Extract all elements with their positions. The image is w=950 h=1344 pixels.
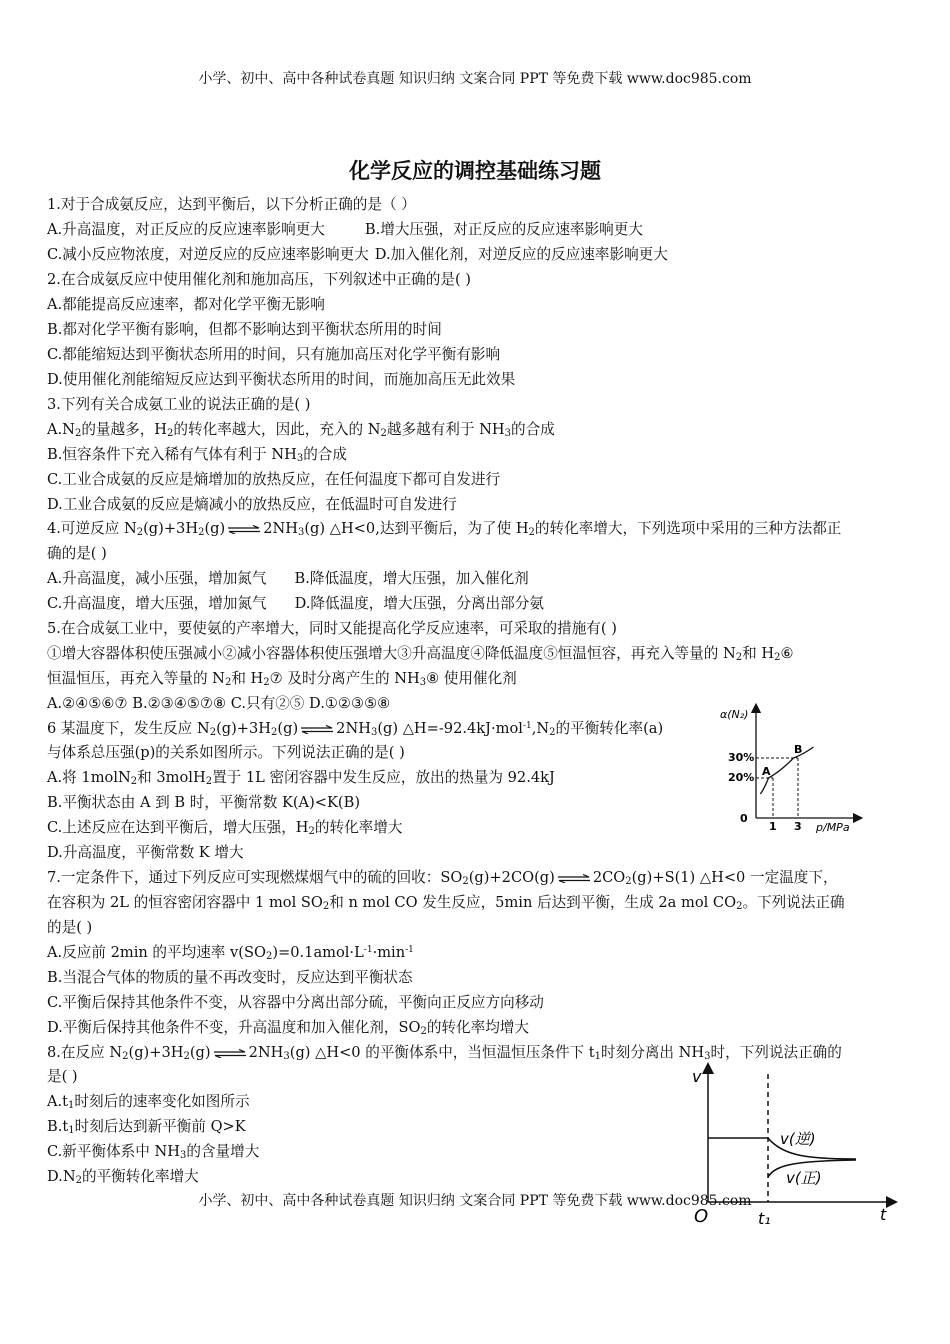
q6-option-d: D.升高温度，平衡常数 K 增大: [47, 844, 244, 861]
q4-option-c: C.升高温度，增大压强，增加氮气 D.降低温度，增大压强，分离出部分氨: [47, 595, 544, 612]
equilibrium-arrow-icon: [213, 1049, 247, 1058]
page-title: 化学反应的调控基础练习题: [349, 159, 601, 183]
point-a-label: A: [762, 765, 771, 778]
q5-options: A.②④⑤⑥⑦ B.②③④⑤⑦⑧ C.只有②⑤ D.①②③⑤⑧: [47, 695, 391, 712]
q7-option-d: D.平衡后保持其他条件不变，升高温度和加入催化剂，$SO_2$的转化率均增大: [47, 1019, 529, 1037]
q8-stem-cont: 是( ): [47, 1068, 78, 1085]
point-b-label: B: [794, 743, 803, 756]
page-header: 小学、初中、高中各种试卷真题 知识归纳 文案合同 PPT 等免费下载 www.doc985.com: [198, 71, 752, 87]
q8-stem: 8.在反应 $N_2(g)+3H_2(g)$ $2NH_3(g)$ △H<0 的平衡体系中，当恒温恒压条件下 $t_1$时刻分离出 $NH_3$时，下列说法正确的: [47, 1044, 842, 1062]
q3-option-c: C.工业合成氨的反应是熵增加的放热反应，在任何温度下都可自发进行: [47, 471, 501, 488]
q6-option-a: A.将 1molN$_2$和 3molH$_2$置于 1L 密闭容器中发生反应，放出的热量为 92.4kJ: [47, 769, 555, 787]
q8-option-b: $B.t_1$时刻后达到新平衡前 Q>K: [47, 1118, 246, 1136]
q4-stem-cont: 确的是( ): [47, 545, 107, 562]
tick-x1: 1: [769, 820, 777, 833]
forward-rate-label: v(正): [786, 1169, 822, 1187]
q7-stem-line3: 的是( ): [47, 919, 93, 936]
q2-option-b: B.都对化学平衡有影响，但都不影响达到平衡状态所用的时间: [47, 321, 442, 338]
q4-option-d: D.降低温度，增大压强，分离出部分氨: [294, 595, 544, 612]
q7-stem-line2: 在容积为 2L 的恒容密闭容器中 1 mol $SO_2$和 n mol CO 发生反应，5min 后达到平衡，生成 2a mol $CO_2$。下列说法正确: [47, 894, 845, 912]
tick-20: 20%: [728, 771, 755, 784]
reverse-rate-label: v(逆): [780, 1130, 816, 1148]
v-axis-label: v: [692, 1067, 702, 1086]
page-footer: 小学、初中、高中各种试卷真题 知识归纳 文案合同 PPT 等免费下载 www.doc985.com: [198, 1193, 752, 1209]
q3-option-b: B.恒容条件下充入稀有气体有利于 $NH_3$的合成: [47, 446, 347, 464]
origin-label: O: [694, 1206, 709, 1227]
q2-option-c: C.都能缩短达到平衡状态所用的时间，只有施加高压对化学平衡有影响: [47, 346, 501, 363]
q8-option-a: $A.t_1$时刻后的速率变化如图所示: [47, 1093, 250, 1111]
q6-option-c: C.上述反应在达到平衡后，增大压强，$H_2$的转化率增大: [47, 819, 403, 837]
q2-option-a: A.都能提高反应速率，都对化学平衡无影响: [47, 296, 325, 313]
q6-stem-cont: 与体系总压强(p)的关系如图所示。下列说法正确的是( ): [47, 744, 405, 761]
tick-x3: 3: [794, 820, 802, 833]
q4-stem: 4.可逆反应 $N_2(g)+3H_2(g)$ $2NH_3(g)$ △H<0,达到平衡后，为了使 $H_2$的转化率增大，下列选项中采用的三种方法都正: [47, 520, 842, 538]
q5-measures-line1: ①增大容器体积使压强减小②减小容器体积使压强增大③升高温度④降低温度⑤恒温恒容，再充入等量的 $N_2$和 $H_2⑥$: [47, 645, 794, 663]
q2-stem: 2.在合成氨反应中使用催化剂和施加高压，下列叙述中正确的是( ): [47, 271, 471, 288]
tick-30: 30%: [728, 751, 755, 764]
q1-option-b: B.增大压强，对正反应的反应速率影响更大: [364, 221, 643, 238]
q3-stem: 3.下列有关合成氨工业的说法正确的是( ): [47, 396, 311, 413]
t-axis-label: t: [880, 1205, 887, 1224]
conversion-pressure-figure: [718, 700, 868, 840]
q1-option-a: A.升高温度，对正反应的反应速率影响更大 B.增大压强，对正反应的反应速率影响更大: [47, 221, 643, 238]
equilibrium-arrow-icon: [227, 525, 261, 534]
q7-option-b: B.当混合气体的物质的量不再改变时，反应达到平衡状态: [47, 969, 413, 986]
q6-option-b: B.平衡状态由 A 到 B 时，平衡常数 K(A)<K(B): [47, 794, 361, 811]
q2-option-d: D.使用催化剂能缩短反应达到平衡状态所用的时间，而施加高压无此效果: [47, 371, 516, 388]
q4-option-b: B.降低温度，增大压强，加入催化剂: [294, 570, 529, 587]
equilibrium-arrow-icon: [300, 725, 334, 734]
q1-option-c: C.减小反应物浓度，对逆反应的反应速率影响更大 D.加入催化剂，对逆反应的反应速率影响更大: [47, 246, 668, 263]
q7-stem: 7.一定条件下，通过下列反应可实现燃煤烟气中的硫的回收：$SO_2(g)+2CO(g)$ $2CO_2(g)+S(1)$ △H<0 一定温度下，: [47, 869, 838, 887]
t1-label: t₁: [758, 1209, 771, 1228]
q1-stem: 1.对于合成氨反应，达到平衡后，以下分析正确的是（ ）: [47, 196, 416, 213]
rate-time-figure: [688, 1060, 898, 1230]
q4-option-a: A.升高温度，减小压强，增加氮气 B.降低温度，增大压强，加入催化剂: [47, 570, 529, 587]
q8-option-c: C.新平衡体系中 $NH_3$的含量增大: [47, 1143, 260, 1161]
q3-option-d: D.工业合成氨的反应是熵减小的放热反应，在低温时可自发进行: [47, 496, 457, 513]
q6-stem: 6 某温度下，发生反应 $N_2(g)+3H_2(g)$ $2NH_3(g)$ $\triangle H=-92.4kJ\cdot mol^{-1},N_2$的平衡转化率(a): [47, 720, 664, 738]
y-axis-label: α(N₂): [720, 708, 749, 721]
x-axis-label: p/MPa: [816, 821, 850, 834]
origin-label: 0: [740, 812, 748, 825]
q8-option-d: $D.N_2$的平衡转化率增大: [47, 1168, 199, 1186]
equilibrium-arrow-icon: [557, 874, 591, 883]
q5-measures-line2: 恒温恒压，再充入等量的 $N_2$和 $H_2⑦$ 及时分离产生的 $NH_3⑧$ 使用催化剂: [47, 670, 517, 688]
q1-option-d: D.加入催化剂，对逆反应的反应速率影响更大: [374, 246, 668, 263]
q5-stem: 5.在合成氨工业中，要使氨的产率增大，同时又能提高化学反应速率，可采取的措施有( ): [47, 620, 617, 637]
q7-option-c: C.平衡后保持其他条件不变，从容器中分离出部分硫，平衡向正反应方向移动: [47, 994, 544, 1011]
q7-option-a: A.反应前 2min 的平均速率 $v(SO_2)=0.1amol\cdot L^{-1}\cdot\min^{-1}$: [47, 944, 414, 962]
q3-option-a: $A.N_2$的量越多，$H_2$的转化率越大，因此，充入的 $N_2$越多越有利于 $NH_3$的合成: [47, 421, 555, 439]
